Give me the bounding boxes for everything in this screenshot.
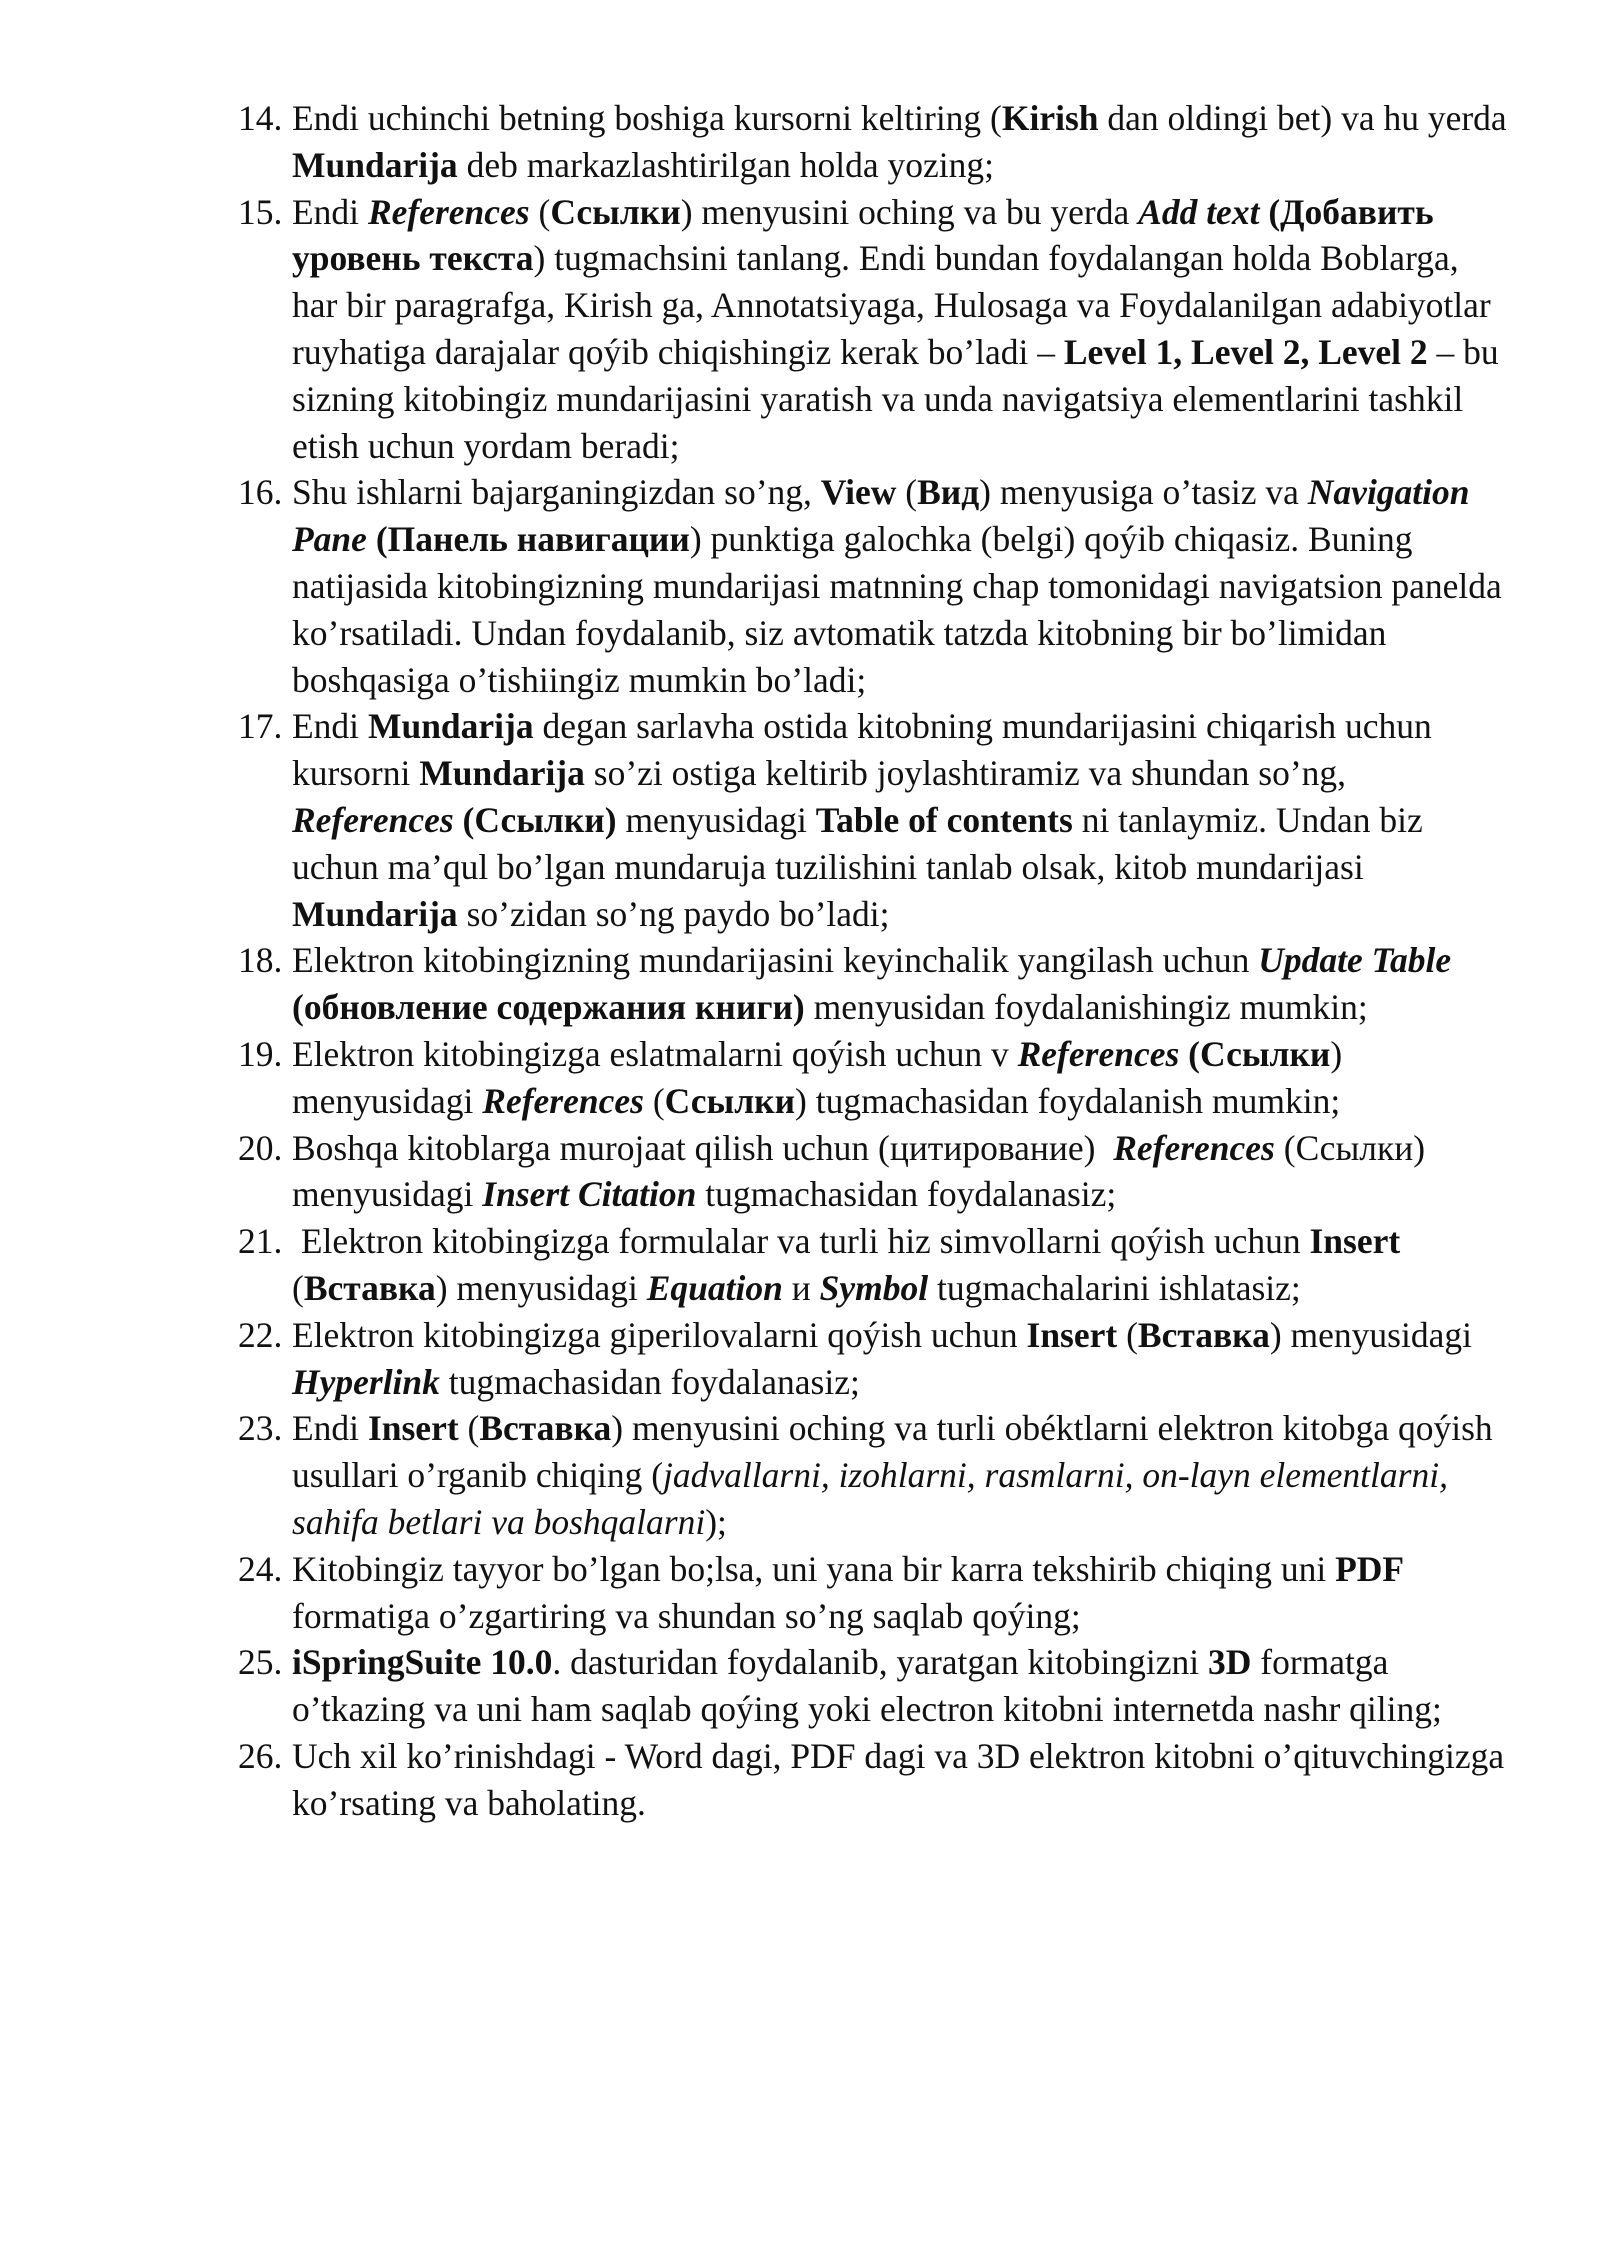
list-item-number: 26. [238, 1735, 283, 1776]
bold-italic-text-run: Hyperlink [292, 1361, 440, 1402]
list-item-text [292, 937, 1508, 1031]
bold-italic-text-run: Navigation Pane [292, 472, 1479, 560]
text-run: deb markazlashtirilgan holda yozing; [457, 144, 994, 185]
list-item-text [292, 1546, 1508, 1640]
bold-text-run: Mundarija [292, 144, 458, 185]
list-item-text [292, 1218, 1508, 1312]
list-item [238, 189, 1508, 470]
bold-italic-text-run: References [292, 799, 454, 840]
list-item-text [292, 189, 1508, 470]
list-item [238, 937, 1508, 1031]
bold-text-run: Insert [1309, 1221, 1401, 1262]
bold-italic-text-run: References [1017, 1033, 1180, 1074]
text-run: – bu sizning kitobingiz mundarijasini yaratish va unda navigatsiya elementlarini tashkil etish uchun yordam beradi; [292, 331, 1508, 466]
list-item-number: 14. [238, 98, 283, 138]
bold-italic-text-run: Update Table [1258, 940, 1452, 981]
text-run: Endi [292, 706, 368, 747]
text-run [1259, 192, 1268, 232]
bold-text-run: PDF [1335, 1548, 1405, 1589]
text-run: ) menyusini oching va bu yerda [680, 191, 1139, 232]
list-item [238, 1639, 1508, 1733]
bold-italic-text-run: Symbol [819, 1267, 929, 1308]
text-run: tugmachasidan foydalanasiz; [696, 1174, 1117, 1215]
text-run: ( [529, 191, 551, 232]
text-run: ) menyusidagi [435, 1267, 647, 1308]
list-item-number: 24. [238, 1548, 283, 1589]
list-item [238, 1218, 1508, 1312]
text-run: Uch xil ko’rinishdagi - Word dagi, PDF dagi va 3D elektron kitobni o’qituvchingizga ko’rsating va baholating. [292, 1735, 1514, 1823]
bold-text-run: Mundarija [367, 706, 534, 747]
bold-text-run: View [820, 472, 897, 513]
text-run: tugmachalarini ishlatasiz; [928, 1267, 1301, 1308]
list-item-number: 22. [238, 1314, 283, 1355]
list-item [238, 95, 1516, 189]
text-run: formatga o’tkazing va uni ham saqlab qoýing yoki electron kitobni internetda nashr qiling; [292, 1642, 1442, 1730]
text-run: formatiga o’zgartiring va shundan so’ng saqlab qoýing; [292, 1548, 1413, 1636]
bold-text-run: (Ссылки) [462, 799, 617, 840]
list-item-text [292, 469, 1511, 703]
bold-text-run: (Ссылки [1188, 1033, 1331, 1074]
list-item-text [292, 1733, 1514, 1827]
text-run: Elektron kitobingizga giperilovalarni qoýish uchun [292, 1314, 1027, 1355]
text-run: ( [292, 1221, 1410, 1308]
bold-text-run: Table of contents [815, 799, 1073, 840]
text-run: и [782, 1267, 820, 1308]
bold-italic-text-run: Add text [1138, 191, 1260, 232]
list-item-text [292, 1405, 1508, 1545]
text-run: Endi [292, 1408, 368, 1449]
list-item [238, 703, 1508, 937]
text-run [454, 800, 463, 840]
text-run: Elektron kitobingizga eslatmalarni qoýish uchun v [292, 1033, 1018, 1074]
list-item-text [292, 1031, 1508, 1125]
text-run: Endi uchinchi betning boshiga kursorni keltiring ( [292, 98, 1002, 138]
text-run: tugmachasidan foydalanasiz; [439, 1361, 860, 1402]
bold-italic-text-run: References [1113, 1127, 1275, 1168]
text-run: ) tugmachasidan foydalanish mumkin; [795, 1080, 1341, 1121]
text-run: ( [458, 1408, 480, 1449]
bold-text-run: Вставка [1137, 1314, 1270, 1355]
list-item-text [292, 95, 1516, 189]
bold-text-run: Kirish [1001, 98, 1099, 138]
list-item [238, 1546, 1508, 1640]
bold-italic-text-run: References [482, 1080, 644, 1121]
list-item-number: 25. [238, 1642, 283, 1683]
bold-italic-text-run: References [367, 191, 530, 232]
bold-text-run: 3D [1208, 1642, 1252, 1683]
text-run: dan oldingi bet) va hu yerda [1098, 98, 1516, 138]
text-run [1451, 940, 1460, 980]
list-item [238, 1405, 1508, 1545]
bold-text-run: Insert [367, 1408, 459, 1449]
text-run: Boshqa kitoblarga murojaat qilish uchun (цитирование) [292, 1127, 1114, 1168]
list-item-text [292, 1639, 1508, 1733]
text-run: ) punktiga galochka (belgi) qoýib chiqasiz. Buning natijasida kitobingizning mundarijasi matnning chap tomonidagi navigatsion panelda ko’rsatiladi. Undan foydalanib, siz avtomatik tatzda kitobning bir bo’limidan boshqasiga o’tishiingiz mumkin bo’ladi; [292, 519, 1511, 700]
text-run [1179, 1034, 1188, 1074]
text-run: ni tanlaymiz. Undan biz uchun ma’qul bo’lgan mundaruja tuzilishini tanlab olsak, kitob mundarijasi [292, 799, 1432, 887]
italic-text-run: jadvallarni, izohlarni, rasmlarni, on-layn elementlarni, sahifa betlari va boshqalarni [292, 1455, 1457, 1542]
text-run: Elektron kitobingizning mundarijasini keyinchalik yangilash uchun [292, 940, 1259, 981]
list-item-number: 17. [238, 706, 283, 747]
bold-text-run: Mundarija [419, 753, 585, 794]
text-run: ( [643, 1080, 665, 1121]
text-run: Kitobingiz tayyor bo’lgan bo;lsa, uni yana bir karra tekshirib chiqing uni [292, 1548, 1336, 1589]
bold-text-run: Insert [1026, 1314, 1118, 1355]
bold-text-run: Вставка [479, 1408, 612, 1449]
list-item-text [292, 1125, 1508, 1219]
list-item-text [292, 1312, 1508, 1406]
text-run: Shu ishlarni bajarganingizdan so’ng, [292, 472, 821, 513]
text-run: ) menyusidagi [1269, 1314, 1481, 1355]
bold-text-run: Ссылки [664, 1080, 796, 1121]
bold-text-run: (Добавить уровень текста [292, 191, 1443, 279]
text-run: Elektron kitobingizga formulalar va turli hiz simvollarni qoýish uchun [292, 1221, 1310, 1262]
list-item-number: 16. [238, 472, 283, 513]
text-run: ( [1117, 1314, 1138, 1355]
text-run: menyusidan foydalanishingiz mumkin; [804, 987, 1368, 1028]
list-item-number: 19. [238, 1033, 283, 1074]
text-run [367, 519, 376, 559]
text-run: ) menyusidagi [292, 1033, 1352, 1121]
bold-text-run: (Панель навигации [375, 519, 690, 560]
list-item [238, 1733, 1514, 1827]
text-run: Endi [292, 191, 368, 232]
text-run: ) menyusiga o’tasiz va [979, 472, 1308, 513]
text-run: ( [896, 472, 918, 513]
bold-text-run: iSpringSuite 10.0 [292, 1642, 553, 1683]
text-run: (Ссылки) menyusidagi [292, 1127, 1434, 1215]
list-item-number: 18. [238, 940, 283, 981]
bold-text-run: Level 1, Level 2, Level 2 [1063, 331, 1428, 372]
list-item [238, 1031, 1508, 1125]
text-run: . dasturidan foydalanib, yaratgan kitobingizni [552, 1642, 1208, 1683]
list-item [238, 1312, 1508, 1406]
list-item [238, 1125, 1508, 1219]
bold-text-run: (обновление содержания книги) [292, 987, 805, 1028]
list-item [238, 469, 1511, 703]
bold-text-run: Mundarija [292, 893, 458, 934]
text-run: so’zi ostiga keltirib joylashtiramiz va shundan so’ng, [584, 753, 1355, 794]
list-item-number: 15. [238, 191, 283, 232]
list-item-number: 23. [238, 1408, 283, 1449]
text-run: ); [705, 1501, 727, 1542]
text-run: menyusidagi [616, 799, 816, 840]
bold-text-run: Вставка [303, 1267, 436, 1308]
numbered-list [238, 95, 1516, 1826]
list-item-number: 21. [238, 1221, 283, 1262]
bold-italic-text-run: Equation [646, 1267, 783, 1308]
bold-text-run: Вид [917, 472, 980, 513]
list-item-text [292, 703, 1508, 937]
text-run: ) tugmachsini tanlang. Endi bundan foydalangan holda Boblarga, har bir paragrafga, Kirish ga, Annotatsiyaga, Hulosaga va Foydalanilgan adabiyotlar ruyhatiga darajalar qoýib chiqishingiz kerak bo’ladi – [292, 238, 1500, 372]
list-item-number: 20. [238, 1127, 283, 1168]
text-run: ) menyusini oching va turli obéktlarni elektron kitobga qoýish usullari o’rganib chiqing ( [292, 1408, 1502, 1496]
bold-italic-text-run: Insert Citation [482, 1174, 697, 1215]
bold-text-run: Ссылки [550, 191, 681, 232]
text-run: so’zidan so’ng paydo bo’ladi; [457, 893, 890, 934]
text-run: degan sarlavha ostida kitobning mundarijasini chiqarish uchun kursorni [292, 706, 1441, 794]
